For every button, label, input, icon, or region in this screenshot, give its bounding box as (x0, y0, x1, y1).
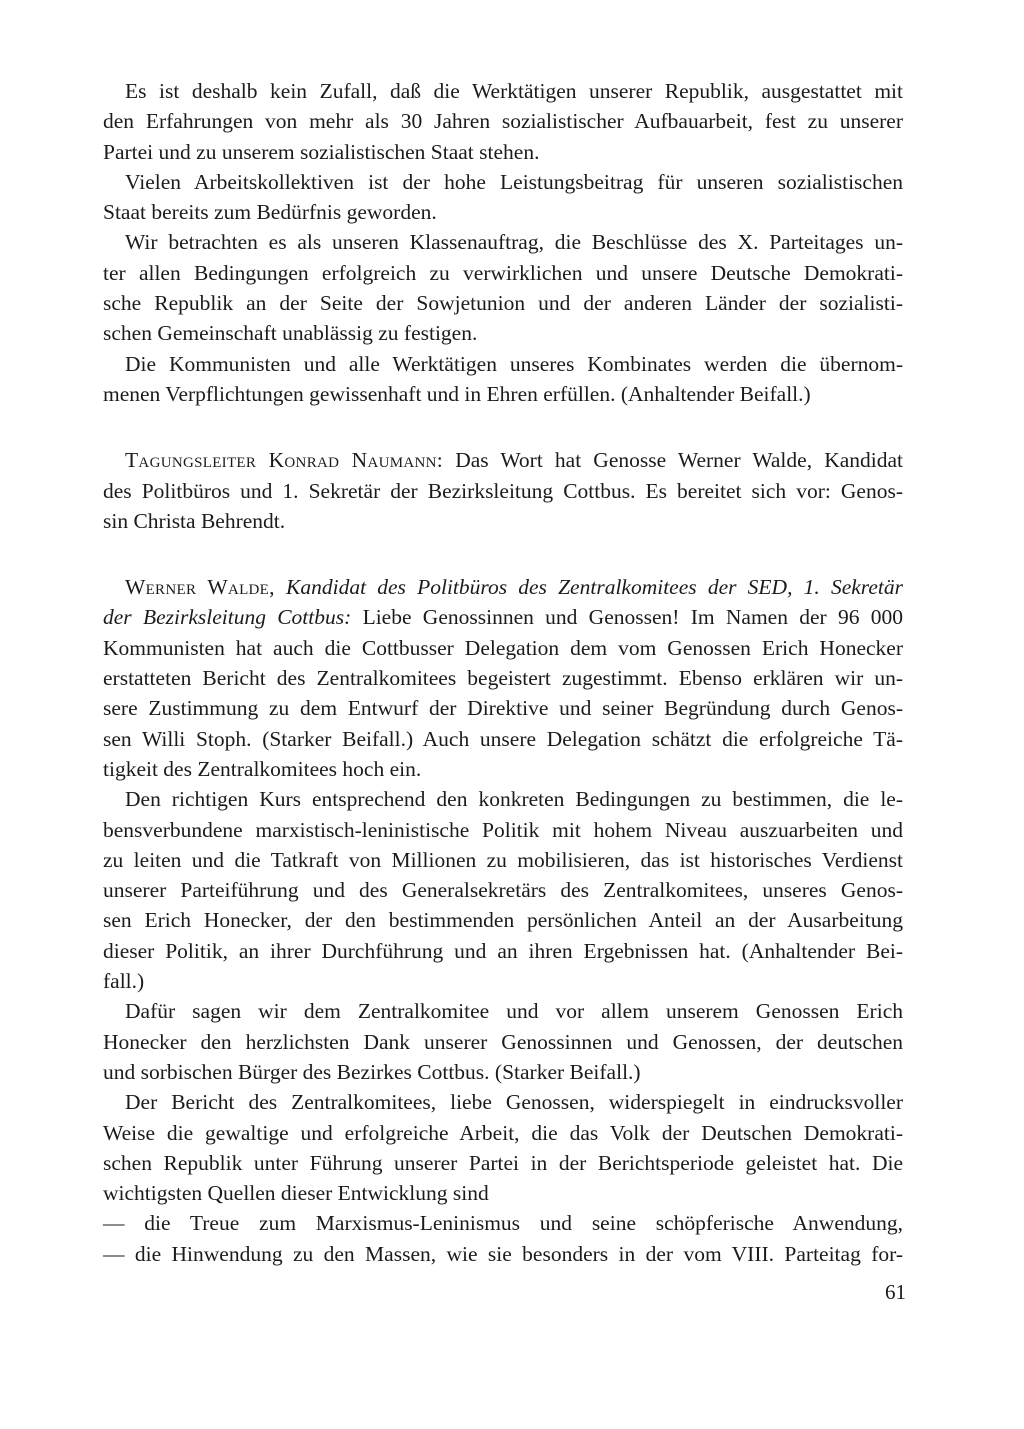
text-line (103, 445, 903, 475)
paragraph-1 (103, 76, 903, 167)
list-item: — die Hinwendung zu den Massen, wie sie besonders in der vom VIII. Parteitag for- (103, 1241, 903, 1266)
paragraph-3 (103, 227, 903, 348)
paragraph-7 (103, 784, 903, 996)
text-line: schen Gemeinschaft unablässig zu festigen. (103, 321, 478, 346)
text-line: bensverbundene marxistisch-leninistische Politik mit hohem Niveau auszuarbeiten und (103, 817, 903, 842)
text-line: und sorbischen Bürger des Bezirkes Cottbus. (Starker Beifall.) (103, 1059, 641, 1084)
text-line: Dafür sagen wir dem Zentralkomitee und vor allem unserem Genossen Erich (125, 999, 903, 1024)
text-line: Weise die gewaltige und erfolgreiche Arbeit, die das Volk der Deutschen Demokrati- (103, 1120, 903, 1145)
text-line: sche Republik an der Seite der Sowjetunion und der anderen Länder der sozialisti- (103, 291, 903, 316)
list-item: — die Treue zum Marxismus-Leninismus und seine schöpferische Anwendung, (103, 1211, 903, 1236)
text-line: tigkeit des Zentralkomitees hoch ein. (103, 756, 422, 781)
text-line: Den richtigen Kurs entsprechend den konkreten Bedingungen zu bestimmen, die le- (125, 787, 903, 812)
speaker-name: Tagungsleiter Konrad Naumann: (125, 448, 444, 473)
text-line: zu leiten und die Tatkraft von Millionen zu mobilisieren, das ist historisches Verdienst (103, 847, 903, 872)
text-line: erstatteten Bericht des Zentralkomitees begeistert zugestimmt. Ebenso erklären wir un- (103, 666, 903, 691)
text-line: Kommunisten hat auch die Cottbusser Delegation dem vom Genossen Erich Honecker (103, 635, 903, 660)
speaker-title: der Bezirksleitung Cottbus: (103, 605, 352, 630)
paragraph-9 (103, 1087, 903, 1208)
document-page (103, 76, 903, 1269)
text-line: ter allen Bedingungen erfolgreich zu verwirklichen und unsere Deutsche Demokrati- (103, 260, 903, 285)
text-line: Der Bericht des Zentralkomitees, liebe Genossen, widerspiegelt in eindrucksvoller (125, 1090, 903, 1115)
text-line: sin Christa Behrendt. (103, 508, 286, 533)
text-fragment: Das Wort hat Genosse Werner Walde, Kandidat (455, 448, 903, 473)
text-line: menen Verpflichtungen gewissenhaft und in Ehren erfüllen. (Anhaltender Beifall.) (103, 381, 811, 406)
text-line: unserer Parteiführung und des Generalsekretärs des Zentralkomitees, unseres Genos- (103, 878, 903, 903)
text-line: dieser Politik, an ihrer Durchführung und an ihren Ergebnissen hat. (Anhaltender Bei- (103, 938, 903, 963)
text-line: Partei und zu unserem sozialistischen Staat stehen. (103, 139, 540, 164)
text-line: fall.) (103, 969, 145, 994)
text-line: Staat bereits zum Bedürfnis geworden. (103, 200, 437, 225)
text-line: Es ist deshalb kein Zufall, daß die Werktätigen unserer Republik, ausgestattet mit (125, 79, 903, 103)
text-line: sere Zustimmung zu dem Entwurf der Direktive und seiner Begründung durch Genos- (103, 696, 903, 721)
paragraph-chair-announcement (103, 445, 903, 536)
paragraph-2 (103, 167, 903, 228)
text-line (103, 572, 903, 602)
page-number: 61 (885, 1280, 906, 1304)
text-line: des Politbüros und 1. Sekretär der Bezirksleitung Cottbus. Es bereitet sich vor: Genos- (103, 478, 903, 503)
text-line: den Erfahrungen von mehr als 30 Jahren sozialistischer Aufbauarbeit, fest zu unserer (103, 109, 903, 134)
dash-list (103, 1208, 903, 1269)
text-line: Vielen Arbeitskollektiven ist der hohe Leistungsbeitrag für unseren sozialistischen (125, 169, 903, 194)
paragraph-8 (103, 996, 903, 1087)
text-line: schen Republik unter Führung unserer Partei in der Berichtsperiode geleistet hat. Die (103, 1150, 903, 1175)
text-fragment: Liebe Genossinnen und Genossen! Im Namen der 96 000 (362, 605, 903, 630)
speaker-name: Werner Walde, (125, 575, 275, 600)
text-line: Wir betrachten es als unseren Klassenauftrag, die Beschlüsse des X. Parteitages un- (125, 230, 903, 255)
text-line: sen Erich Honecker, der den bestimmenden persönlichen Anteil an der Ausarbeitung (103, 908, 903, 933)
speaker-title: Kandidat des Politbüros des Zentralkomitees der SED, 1. Sekretär (286, 575, 903, 600)
text-line: wichtigsten Quellen dieser Entwicklung sind (103, 1181, 489, 1206)
text-line: Honecker den herzlichsten Dank unserer Genossinnen und Genossen, der deutschen (103, 1029, 903, 1054)
paragraph-4 (103, 349, 903, 410)
text-line: Die Kommunisten und alle Werktätigen unseres Kombinates werden die übernom- (125, 351, 903, 376)
text-line (103, 602, 903, 632)
text-line: sen Willi Stoph. (Starker Beifall.) Auch unsere Delegation schätzt die erfolgreiche Tä- (103, 726, 903, 751)
paragraph-speech-opening (103, 572, 903, 784)
